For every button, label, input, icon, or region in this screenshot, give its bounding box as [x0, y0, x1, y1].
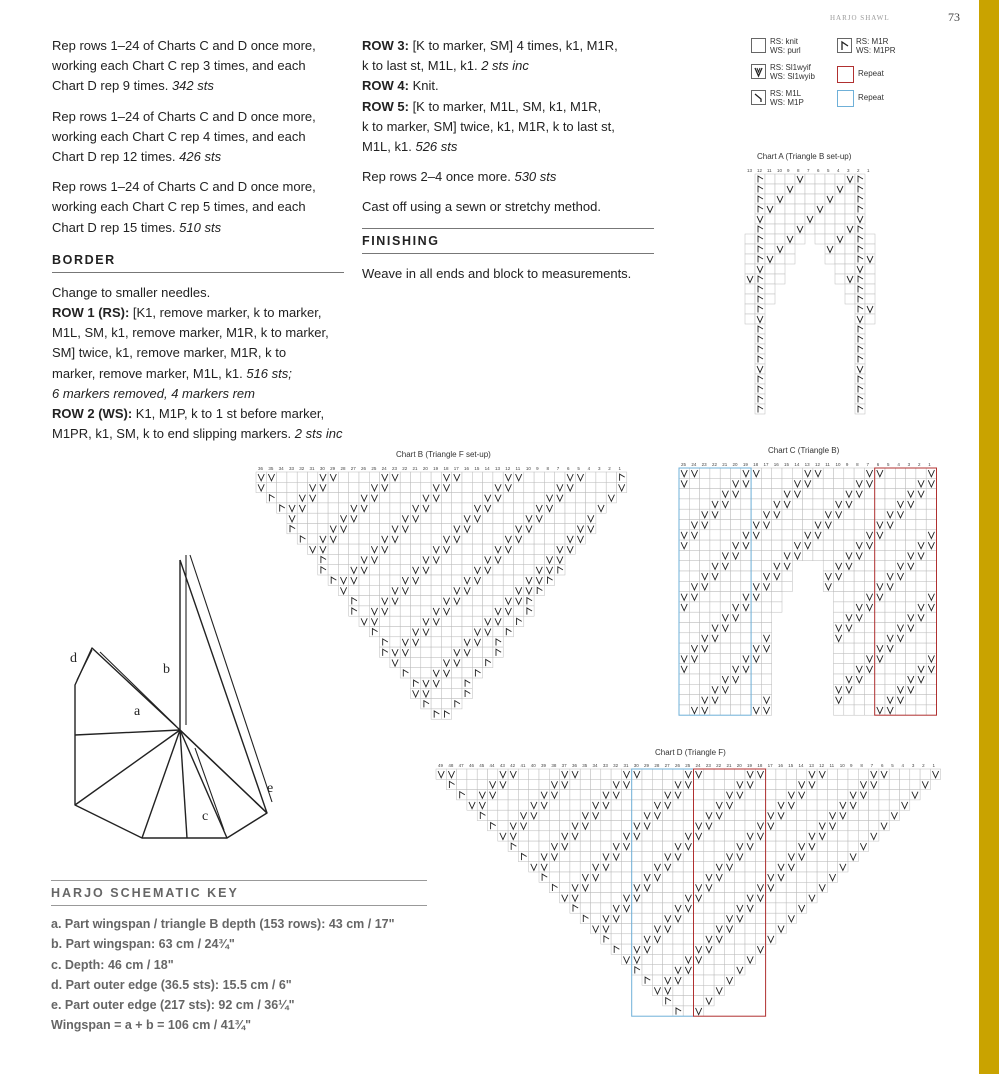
schematic-edge-e	[180, 730, 267, 813]
svg-text:23: 23	[705, 763, 711, 768]
svg-text:17: 17	[453, 466, 459, 471]
svg-text:48: 48	[448, 763, 454, 768]
paragraph-rep-1: Rep rows 1–24 of Charts C and D once more, working each Chart C rep 3 times, and each Chart D rep 9 times. 342 sts	[52, 38, 316, 94]
svg-text:24: 24	[691, 462, 697, 467]
svg-text:6: 6	[876, 462, 880, 467]
schematic-key-wingspan: Wingspan = a + b = 106 cm / 41¾"	[51, 1018, 251, 1033]
svg-text:11: 11	[515, 466, 521, 471]
svg-text:4: 4	[587, 466, 591, 471]
svg-text:21: 21	[726, 763, 732, 768]
svg-text:9: 9	[787, 168, 790, 173]
blue-repeat-swatch	[837, 90, 854, 107]
svg-text:18: 18	[443, 466, 449, 471]
chart-c-title: Chart C (Triangle B)	[768, 446, 840, 455]
gold-edge-bar	[979, 0, 999, 1074]
schematic-label-b: b	[163, 662, 170, 677]
svg-text:40: 40	[530, 763, 536, 768]
svg-text:25: 25	[681, 462, 687, 467]
schematic-key-line-b: b. Part wingspan: 63 cm / 24¾"	[51, 937, 235, 952]
svg-text:7: 7	[807, 168, 810, 173]
svg-text:35: 35	[582, 763, 588, 768]
key-knit: RS: knit WS: purl	[751, 38, 801, 55]
svg-text:11: 11	[825, 462, 830, 467]
svg-text:13: 13	[808, 763, 814, 768]
svg-text:7: 7	[556, 466, 560, 471]
svg-text:29: 29	[644, 763, 650, 768]
svg-text:11: 11	[767, 168, 772, 173]
svg-text:15: 15	[788, 763, 794, 768]
slip-stitch-icon	[751, 64, 766, 79]
svg-text:11: 11	[829, 763, 835, 768]
svg-text:5: 5	[887, 462, 890, 467]
knit-symbol-icon	[751, 38, 766, 53]
schematic-label-c: c	[202, 809, 209, 824]
svg-text:12: 12	[505, 466, 511, 471]
chart-d-title: Chart D (Triangle F)	[655, 748, 726, 757]
svg-text:29: 29	[330, 466, 336, 471]
finishing-text: Weave in all ends and block to measurements.	[362, 265, 632, 281]
cast-off-text: Cast off using a sewn or stretchy method.	[362, 199, 601, 215]
key-m1r: RS: M1R WS: M1PR	[837, 38, 896, 55]
finishing-heading: FINISHING	[362, 228, 654, 254]
svg-text:43: 43	[499, 763, 505, 768]
svg-text:21: 21	[722, 462, 728, 467]
svg-text:38: 38	[551, 763, 557, 768]
svg-text:2: 2	[917, 462, 921, 467]
border-heading: BORDER	[52, 248, 344, 273]
svg-text:5: 5	[827, 168, 830, 173]
shawl-schematic	[62, 540, 302, 850]
svg-text:25: 25	[371, 466, 377, 471]
paragraph-rep-3: Rep rows 1–24 of Charts C and D once more, working each Chart C rep 5 times, and each Chart D rep 15 times. 510 sts	[52, 179, 316, 235]
svg-text:14: 14	[794, 462, 800, 467]
svg-text:18: 18	[757, 763, 763, 768]
instructions-column-1	[52, 36, 344, 454]
running-head: HARJO SHAWL	[830, 14, 890, 22]
svg-text:4: 4	[837, 168, 840, 173]
svg-text:28: 28	[340, 466, 346, 471]
svg-text:12: 12	[757, 168, 763, 173]
svg-text:24: 24	[695, 763, 701, 768]
svg-text:23: 23	[391, 466, 397, 471]
svg-text:2: 2	[857, 168, 860, 173]
schematic-label-d: d	[70, 651, 77, 666]
svg-text:6: 6	[567, 466, 570, 471]
svg-text:35: 35	[268, 466, 274, 471]
chart-b-title: Chart B (Triangle F set-up)	[396, 450, 491, 459]
svg-text:5: 5	[577, 466, 580, 471]
schematic-label-a: a	[134, 704, 141, 719]
svg-text:26: 26	[361, 466, 367, 471]
svg-text:15: 15	[474, 466, 480, 471]
svg-text:5: 5	[891, 763, 894, 768]
svg-text:2: 2	[922, 763, 925, 768]
svg-text:16: 16	[777, 763, 783, 768]
svg-text:2: 2	[608, 466, 611, 471]
svg-text:34: 34	[278, 466, 284, 471]
chart-d-grid	[424, 757, 964, 1033]
svg-text:19: 19	[433, 466, 439, 471]
svg-text:47: 47	[458, 763, 464, 768]
svg-text:22: 22	[402, 466, 408, 471]
border-instructions: Change to smaller needles. ROW 1 (RS): [K1, remove marker, k to marker, M1L, SM, k1, remove marker, M1R, k to marker, SM] twice, k1, remove marker, M1R, k to marker, remove marker, M1L, k1. 516 sts; 6 markers removed, 4 markers rem ROW 2 (WS): K1, M1P, k to 1 st before marker, M1PR, k1, SM, k to end slipping markers. 2 sts inc	[52, 284, 343, 442]
svg-text:10: 10	[777, 168, 783, 173]
svg-text:1: 1	[928, 462, 931, 467]
svg-text:6: 6	[880, 763, 884, 768]
svg-text:7: 7	[866, 462, 869, 467]
schematic-key-line-d: d. Part outer edge (36.5 sts): 15.5 cm / 6"	[51, 977, 292, 992]
svg-text:45: 45	[479, 763, 485, 768]
svg-text:4: 4	[897, 462, 900, 467]
svg-text:10: 10	[839, 763, 845, 768]
svg-text:1: 1	[867, 168, 870, 173]
key-repeat-red: Repeat	[837, 66, 884, 83]
schematic-key-heading: HARJO SCHEMATIC KEY	[51, 880, 427, 906]
svg-text:22: 22	[711, 462, 717, 467]
svg-text:10: 10	[525, 466, 531, 471]
chart-a-title: Chart A (Triangle B set-up)	[757, 152, 852, 161]
svg-text:20: 20	[736, 763, 742, 768]
svg-text:18: 18	[753, 462, 759, 467]
chart-c-grid	[664, 456, 954, 728]
svg-text:46: 46	[468, 763, 474, 768]
svg-text:6: 6	[817, 168, 820, 173]
svg-text:33: 33	[602, 763, 608, 768]
svg-text:10: 10	[835, 462, 841, 467]
svg-text:16: 16	[464, 466, 470, 471]
svg-text:31: 31	[623, 763, 629, 768]
svg-text:12: 12	[819, 763, 825, 768]
schematic-key	[51, 880, 427, 1036]
svg-text:4: 4	[901, 763, 905, 768]
svg-text:19: 19	[742, 462, 748, 467]
schematic-key-line-e: e. Part outer edge (217 sts): 92 cm / 36¼"	[51, 998, 295, 1013]
svg-text:41: 41	[520, 763, 526, 768]
svg-text:32: 32	[613, 763, 619, 768]
svg-text:22: 22	[716, 763, 722, 768]
svg-text:17: 17	[763, 462, 769, 467]
svg-text:1: 1	[932, 763, 935, 768]
svg-text:13: 13	[804, 462, 810, 467]
svg-text:15: 15	[784, 462, 790, 467]
svg-text:27: 27	[664, 763, 670, 768]
svg-text:23: 23	[701, 462, 707, 467]
border-rows-continued: ROW 3: [K to marker, SM] 4 times, k1, M1R, k to last st, M1L, k1. 2 sts inc ROW 4: Knit. ROW 5: [K to marker, M1L, SM, k1, M1R, k to marker, SM] twice, k1, M1R, k to last st, M1L, k1. 526 sts	[362, 38, 618, 155]
svg-text:9: 9	[536, 466, 539, 471]
m1r-symbol-icon	[837, 38, 852, 53]
svg-text:27: 27	[350, 466, 356, 471]
schematic-key-line-a: a. Part wingspan / triangle B depth (153 rows): 43 cm / 17"	[51, 917, 395, 931]
svg-text:36: 36	[258, 466, 264, 471]
chart-a-grid	[733, 162, 893, 432]
svg-text:16: 16	[773, 462, 779, 467]
svg-text:13: 13	[494, 466, 500, 471]
page-number: 73	[948, 10, 960, 24]
svg-text:19: 19	[747, 763, 753, 768]
svg-text:3: 3	[597, 466, 601, 471]
svg-text:33: 33	[288, 466, 294, 471]
svg-text:3: 3	[911, 763, 915, 768]
svg-text:39: 39	[541, 763, 547, 768]
key-slip: RS: Sl1wyif WS: Sl1wyib	[751, 64, 815, 81]
chart-symbol-key	[751, 38, 921, 113]
svg-text:8: 8	[856, 462, 859, 467]
svg-text:30: 30	[319, 466, 325, 471]
svg-text:44: 44	[489, 763, 495, 768]
svg-text:1: 1	[618, 466, 622, 471]
svg-text:26: 26	[674, 763, 680, 768]
svg-text:8: 8	[860, 763, 863, 768]
svg-text:42: 42	[510, 763, 516, 768]
svg-text:31: 31	[309, 466, 315, 471]
m1l-symbol-icon	[751, 90, 766, 105]
rep-rows-text: Rep rows 2–4 once more. 530 sts	[362, 169, 557, 185]
svg-text:14: 14	[484, 466, 490, 471]
instructions-column-2	[362, 36, 654, 294]
svg-text:21: 21	[412, 466, 418, 471]
svg-text:17: 17	[767, 763, 773, 768]
svg-text:9: 9	[850, 763, 853, 768]
svg-text:24: 24	[381, 466, 387, 471]
svg-text:8: 8	[797, 168, 800, 173]
red-repeat-swatch	[837, 66, 854, 83]
svg-text:7: 7	[870, 763, 874, 768]
svg-text:3: 3	[907, 462, 911, 467]
svg-text:25: 25	[685, 763, 691, 768]
schematic-label-e: e	[267, 781, 274, 796]
svg-text:14: 14	[798, 763, 804, 768]
svg-text:20: 20	[732, 462, 738, 467]
svg-text:3: 3	[847, 168, 850, 173]
svg-text:8: 8	[546, 466, 549, 471]
schematic-left-panel	[75, 648, 267, 838]
svg-text:20: 20	[422, 466, 428, 471]
svg-text:49: 49	[438, 763, 444, 768]
svg-text:32: 32	[299, 466, 305, 471]
key-repeat-blue: Repeat	[837, 90, 884, 107]
svg-text:12: 12	[814, 462, 820, 467]
svg-text:36: 36	[571, 763, 577, 768]
paragraph-rep-2: Rep rows 1–24 of Charts C and D once more, working each Chart C rep 4 times, and each Chart D rep 12 times. 426 sts	[52, 108, 316, 165]
svg-text:28: 28	[654, 763, 660, 768]
svg-text:37: 37	[561, 763, 567, 768]
svg-text:34: 34	[592, 763, 598, 768]
key-m1l: RS: M1L WS: M1P	[751, 90, 804, 107]
svg-text:13: 13	[747, 168, 753, 173]
svg-text:30: 30	[633, 763, 639, 768]
schematic-key-line-c: c. Depth: 46 cm / 18"	[51, 957, 174, 972]
svg-text:9: 9	[845, 462, 849, 467]
